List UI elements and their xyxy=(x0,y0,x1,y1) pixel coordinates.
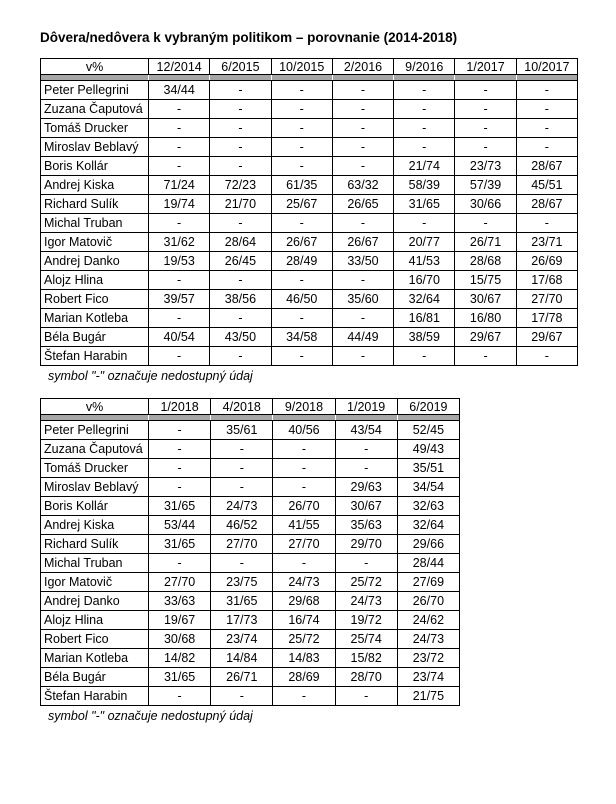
politician-name-cell: Peter Pellegrini xyxy=(41,81,149,100)
trust-value-cell: 38/59 xyxy=(394,328,455,347)
trust-value-cell: - xyxy=(211,440,273,459)
trust-value-cell: 24/73 xyxy=(211,497,273,516)
trust-value-cell: 29/67 xyxy=(516,328,577,347)
trust-value-cell: - xyxy=(210,138,271,157)
trust-value-cell: - xyxy=(271,214,332,233)
table-note: symbol "-" označuje nedostupný údaj xyxy=(48,369,253,383)
trust-value-cell: 39/57 xyxy=(149,290,210,309)
trust-value-cell: - xyxy=(210,271,271,290)
politician-name-cell: Richard Sulík xyxy=(41,535,149,554)
trust-value-cell: 25/67 xyxy=(271,195,332,214)
table-row xyxy=(41,440,460,459)
table-row xyxy=(41,478,460,497)
trust-value-cell: 43/50 xyxy=(210,328,271,347)
trust-value-cell: 31/65 xyxy=(149,497,211,516)
table-row xyxy=(41,176,578,195)
trust-value-cell: - xyxy=(149,157,210,176)
trust-value-cell: - xyxy=(273,478,335,497)
trust-value-cell: - xyxy=(149,421,211,440)
trust-value-cell: - xyxy=(271,100,332,119)
trust-value-cell: - xyxy=(273,440,335,459)
trust-value-cell: 35/60 xyxy=(332,290,393,309)
trust-value-cell: 30/67 xyxy=(455,290,516,309)
politician-name-cell: Robert Fico xyxy=(41,630,149,649)
trust-value-cell: 28/67 xyxy=(516,157,577,176)
trust-value-cell: - xyxy=(332,119,393,138)
trust-value-cell: - xyxy=(516,119,577,138)
trust-value-cell: - xyxy=(271,81,332,100)
trust-value-cell: 29/63 xyxy=(335,478,397,497)
trust-value-cell: 46/52 xyxy=(211,516,273,535)
trust-value-cell: 17/73 xyxy=(211,611,273,630)
column-header-cell: 9/2016 xyxy=(394,59,455,75)
trust-value-cell: 29/66 xyxy=(397,535,459,554)
trust-value-cell: 26/69 xyxy=(516,252,577,271)
trust-value-cell: - xyxy=(149,214,210,233)
trust-value-cell: - xyxy=(516,347,577,366)
trust-value-cell: 29/70 xyxy=(335,535,397,554)
politician-name-cell: Michal Truban xyxy=(41,554,149,573)
trust-value-cell: - xyxy=(211,554,273,573)
politician-name-cell: Alojz Hlina xyxy=(41,271,149,290)
table-row xyxy=(41,309,578,328)
trust-value-cell: 14/82 xyxy=(149,649,211,668)
trust-value-cell: 57/39 xyxy=(455,176,516,195)
trust-value-cell: - xyxy=(273,687,335,706)
trust-value-cell: 46/50 xyxy=(271,290,332,309)
politician-name-cell: Zuzana Čaputová xyxy=(41,100,149,119)
politician-name-cell: Peter Pellegrini xyxy=(41,421,149,440)
trust-value-cell: - xyxy=(335,687,397,706)
trust-value-cell: 33/50 xyxy=(332,252,393,271)
trust-value-cell: 24/62 xyxy=(397,611,459,630)
trust-value-cell: 29/68 xyxy=(273,592,335,611)
trust-value-cell: 49/43 xyxy=(397,440,459,459)
table-row xyxy=(41,611,460,630)
trust-value-cell: 23/75 xyxy=(211,573,273,592)
trust-value-cell: 40/56 xyxy=(273,421,335,440)
trust-value-cell: - xyxy=(211,459,273,478)
column-header-cell: 9/2018 xyxy=(273,399,335,415)
politician-name-cell: Igor Matovič xyxy=(41,573,149,592)
trust-value-cell: 28/49 xyxy=(271,252,332,271)
trust-value-cell: 26/67 xyxy=(271,233,332,252)
trust-value-cell: - xyxy=(273,459,335,478)
trust-value-cell: - xyxy=(394,81,455,100)
table-header-row xyxy=(41,399,460,415)
table-row xyxy=(41,157,578,176)
trust-value-cell: 41/53 xyxy=(394,252,455,271)
trust-value-cell: - xyxy=(516,100,577,119)
trust-value-cell: 32/64 xyxy=(397,516,459,535)
table-row xyxy=(41,535,460,554)
trust-value-cell: 32/63 xyxy=(397,497,459,516)
table-section-2018-2019 xyxy=(40,398,586,723)
trust-value-cell: 19/72 xyxy=(335,611,397,630)
trust-value-cell: 27/70 xyxy=(273,535,335,554)
trust-value-cell: 29/67 xyxy=(455,328,516,347)
table-row xyxy=(41,214,578,233)
trust-value-cell: 30/67 xyxy=(335,497,397,516)
column-header-cell: 1/2019 xyxy=(335,399,397,415)
trust-value-cell: - xyxy=(210,100,271,119)
trust-value-cell: 24/73 xyxy=(335,592,397,611)
trust-value-cell: - xyxy=(332,157,393,176)
table-row xyxy=(41,290,578,309)
trust-value-cell: - xyxy=(516,138,577,157)
table-row xyxy=(41,573,460,592)
trust-value-cell: 17/68 xyxy=(516,271,577,290)
trust-value-cell: - xyxy=(332,138,393,157)
column-header-cell: 1/2018 xyxy=(149,399,211,415)
trust-value-cell: 28/67 xyxy=(516,195,577,214)
trust-value-cell: - xyxy=(335,440,397,459)
trust-value-cell: - xyxy=(332,100,393,119)
trust-value-cell: 25/72 xyxy=(273,630,335,649)
table-row xyxy=(41,649,460,668)
trust-value-cell: - xyxy=(149,119,210,138)
trust-value-cell: 63/32 xyxy=(332,176,393,195)
table-row xyxy=(41,554,460,573)
trust-value-cell: 58/39 xyxy=(394,176,455,195)
trust-value-cell: 19/67 xyxy=(149,611,211,630)
trust-value-cell: 33/63 xyxy=(149,592,211,611)
trust-value-cell: 19/74 xyxy=(149,195,210,214)
politician-name-cell: Andrej Danko xyxy=(41,592,149,611)
trust-value-cell: - xyxy=(271,157,332,176)
table-row xyxy=(41,195,578,214)
table-row xyxy=(41,630,460,649)
trust-value-cell: 44/49 xyxy=(332,328,393,347)
trust-value-cell: 41/55 xyxy=(273,516,335,535)
table-row xyxy=(41,421,460,440)
politician-name-cell: Tomáš Drucker xyxy=(41,459,149,478)
trust-value-cell: 26/65 xyxy=(332,195,393,214)
trust-value-cell: - xyxy=(455,100,516,119)
trust-value-cell: 23/71 xyxy=(516,233,577,252)
trust-value-cell: - xyxy=(335,459,397,478)
trust-value-cell: 27/69 xyxy=(397,573,459,592)
trust-value-cell: - xyxy=(210,119,271,138)
politician-name-cell: Alojz Hlina xyxy=(41,611,149,630)
trust-value-cell: - xyxy=(210,309,271,328)
trust-value-cell: 26/70 xyxy=(273,497,335,516)
trust-value-cell: - xyxy=(149,554,211,573)
trust-value-cell: - xyxy=(149,687,211,706)
trust-value-cell: 14/84 xyxy=(211,649,273,668)
trust-value-cell: - xyxy=(210,214,271,233)
trust-value-cell: 19/53 xyxy=(149,252,210,271)
trust-value-cell: - xyxy=(149,440,211,459)
table-row xyxy=(41,81,578,100)
trust-value-cell: - xyxy=(332,271,393,290)
trust-value-cell: - xyxy=(149,271,210,290)
trust-value-cell: - xyxy=(273,554,335,573)
politician-name-cell: Zuzana Čaputová xyxy=(41,440,149,459)
trust-value-cell: - xyxy=(455,214,516,233)
trust-value-cell: - xyxy=(455,138,516,157)
column-header-cell: 10/2017 xyxy=(516,59,577,75)
trust-value-cell: 16/74 xyxy=(273,611,335,630)
trust-value-cell: 26/45 xyxy=(210,252,271,271)
politician-name-cell: Michal Truban xyxy=(41,214,149,233)
column-header-cell: 12/2014 xyxy=(149,59,210,75)
trust-value-cell: - xyxy=(271,119,332,138)
table-row xyxy=(41,592,460,611)
trust-value-cell: 15/82 xyxy=(335,649,397,668)
trust-value-cell: - xyxy=(516,214,577,233)
trust-value-cell: 21/75 xyxy=(397,687,459,706)
trust-value-cell: 26/71 xyxy=(211,668,273,687)
trust-value-cell: 23/74 xyxy=(211,630,273,649)
trust-value-cell: 31/65 xyxy=(149,668,211,687)
column-header-cell: 2/2016 xyxy=(332,59,393,75)
table-row xyxy=(41,687,460,706)
trust-value-cell: 21/70 xyxy=(210,195,271,214)
table-note: symbol "-" označuje nedostupný údaj xyxy=(48,709,253,723)
trust-value-cell: 31/65 xyxy=(394,195,455,214)
trust-value-cell: 24/73 xyxy=(397,630,459,649)
trust-value-cell: 31/65 xyxy=(211,592,273,611)
trust-value-cell: 26/67 xyxy=(332,233,393,252)
trust-value-cell: 31/65 xyxy=(149,535,211,554)
trust-value-cell: 21/74 xyxy=(394,157,455,176)
trust-value-cell: 28/70 xyxy=(335,668,397,687)
trust-table-2018-2019 xyxy=(40,398,460,706)
trust-value-cell: - xyxy=(271,138,332,157)
table-row xyxy=(41,271,578,290)
trust-value-cell: - xyxy=(335,554,397,573)
trust-value-cell: 28/68 xyxy=(455,252,516,271)
table-header-row xyxy=(41,59,578,75)
trust-value-cell: - xyxy=(149,138,210,157)
trust-value-cell: - xyxy=(394,138,455,157)
politician-name-cell: Béla Bugár xyxy=(41,668,149,687)
trust-value-cell: 45/51 xyxy=(516,176,577,195)
trust-value-cell: 16/81 xyxy=(394,309,455,328)
trust-value-cell: 14/83 xyxy=(273,649,335,668)
trust-value-cell: - xyxy=(394,214,455,233)
politician-name-cell: Štefan Harabin xyxy=(41,687,149,706)
trust-value-cell: - xyxy=(332,309,393,328)
trust-value-cell: 35/61 xyxy=(211,421,273,440)
table-row xyxy=(41,233,578,252)
trust-value-cell: 16/70 xyxy=(394,271,455,290)
trust-value-cell: 20/77 xyxy=(394,233,455,252)
politician-name-cell: Andrej Danko xyxy=(41,252,149,271)
table-row xyxy=(41,497,460,516)
table-row xyxy=(41,347,578,366)
table-row xyxy=(41,328,578,347)
politician-name-cell: Miroslav Beblavý xyxy=(41,478,149,497)
trust-value-cell: - xyxy=(149,100,210,119)
trust-value-cell: 31/62 xyxy=(149,233,210,252)
trust-value-cell: 38/56 xyxy=(210,290,271,309)
trust-value-cell: - xyxy=(394,119,455,138)
trust-value-cell: - xyxy=(210,347,271,366)
trust-value-cell: - xyxy=(516,81,577,100)
trust-value-cell: 35/51 xyxy=(397,459,459,478)
trust-value-cell: - xyxy=(149,347,210,366)
trust-value-cell: 27/70 xyxy=(211,535,273,554)
trust-value-cell: 72/23 xyxy=(210,176,271,195)
corner-header-cell: v% xyxy=(41,399,149,415)
trust-value-cell: - xyxy=(332,81,393,100)
politician-name-cell: Andrej Kiska xyxy=(41,516,149,535)
trust-value-cell: 24/73 xyxy=(273,573,335,592)
trust-table-2014-2017 xyxy=(40,58,578,366)
column-header-cell: 6/2019 xyxy=(397,399,459,415)
trust-value-cell: - xyxy=(271,271,332,290)
trust-value-cell: 32/64 xyxy=(394,290,455,309)
trust-value-cell: 53/44 xyxy=(149,516,211,535)
trust-value-cell: 17/78 xyxy=(516,309,577,328)
trust-value-cell: 27/70 xyxy=(516,290,577,309)
trust-value-cell: 25/72 xyxy=(335,573,397,592)
politician-name-cell: Miroslav Beblavý xyxy=(41,138,149,157)
politician-name-cell: Igor Matovič xyxy=(41,233,149,252)
trust-value-cell: 34/54 xyxy=(397,478,459,497)
table-row xyxy=(41,516,460,535)
politician-name-cell: Robert Fico xyxy=(41,290,149,309)
trust-value-cell: 40/54 xyxy=(149,328,210,347)
trust-value-cell: - xyxy=(149,309,210,328)
trust-value-cell: 34/44 xyxy=(149,81,210,100)
trust-value-cell: 43/54 xyxy=(335,421,397,440)
trust-value-cell: 28/44 xyxy=(397,554,459,573)
trust-value-cell: 61/35 xyxy=(271,176,332,195)
column-header-cell: 1/2017 xyxy=(455,59,516,75)
trust-value-cell: - xyxy=(394,100,455,119)
politician-name-cell: Boris Kollár xyxy=(41,497,149,516)
trust-value-cell: - xyxy=(210,81,271,100)
trust-value-cell: 26/71 xyxy=(455,233,516,252)
column-header-cell: 4/2018 xyxy=(211,399,273,415)
trust-value-cell: - xyxy=(271,347,332,366)
table-row xyxy=(41,459,460,478)
trust-value-cell: 71/24 xyxy=(149,176,210,195)
trust-value-cell: 28/69 xyxy=(273,668,335,687)
trust-value-cell: 26/70 xyxy=(397,592,459,611)
trust-value-cell: 23/74 xyxy=(397,668,459,687)
politician-name-cell: Marian Kotleba xyxy=(41,309,149,328)
trust-value-cell: 23/72 xyxy=(397,649,459,668)
trust-value-cell: - xyxy=(211,478,273,497)
trust-value-cell: 15/75 xyxy=(455,271,516,290)
corner-header-cell: v% xyxy=(41,59,149,75)
table-row xyxy=(41,119,578,138)
trust-value-cell: - xyxy=(455,347,516,366)
column-header-cell: 10/2015 xyxy=(271,59,332,75)
table-row xyxy=(41,252,578,271)
trust-value-cell: - xyxy=(332,214,393,233)
table-row xyxy=(41,100,578,119)
trust-value-cell: 34/58 xyxy=(271,328,332,347)
trust-value-cell: 35/63 xyxy=(335,516,397,535)
trust-value-cell: - xyxy=(455,119,516,138)
trust-value-cell: - xyxy=(149,459,211,478)
page-title: Dôvera/nedôvera k vybraným politikom – porovnanie (2014-2018) xyxy=(40,30,458,45)
column-header-cell: 6/2015 xyxy=(210,59,271,75)
trust-value-cell: - xyxy=(271,309,332,328)
trust-value-cell: - xyxy=(210,157,271,176)
trust-value-cell: - xyxy=(332,347,393,366)
politician-name-cell: Andrej Kiska xyxy=(41,176,149,195)
table-row xyxy=(41,138,578,157)
politician-name-cell: Štefan Harabin xyxy=(41,347,149,366)
trust-value-cell: - xyxy=(394,347,455,366)
trust-value-cell: 16/80 xyxy=(455,309,516,328)
trust-value-cell: 28/64 xyxy=(210,233,271,252)
table-section-2014-2017 xyxy=(40,58,586,383)
politician-name-cell: Marian Kotleba xyxy=(41,649,149,668)
trust-value-cell: 30/66 xyxy=(455,195,516,214)
trust-value-cell: - xyxy=(149,478,211,497)
trust-value-cell: 30/68 xyxy=(149,630,211,649)
politician-name-cell: Richard Sulík xyxy=(41,195,149,214)
politician-name-cell: Tomáš Drucker xyxy=(41,119,149,138)
trust-value-cell: 52/45 xyxy=(397,421,459,440)
trust-value-cell: - xyxy=(211,687,273,706)
trust-value-cell: 23/73 xyxy=(455,157,516,176)
trust-value-cell: - xyxy=(455,81,516,100)
trust-value-cell: 25/74 xyxy=(335,630,397,649)
trust-value-cell: 27/70 xyxy=(149,573,211,592)
politician-name-cell: Boris Kollár xyxy=(41,157,149,176)
politician-name-cell: Béla Bugár xyxy=(41,328,149,347)
table-row xyxy=(41,668,460,687)
